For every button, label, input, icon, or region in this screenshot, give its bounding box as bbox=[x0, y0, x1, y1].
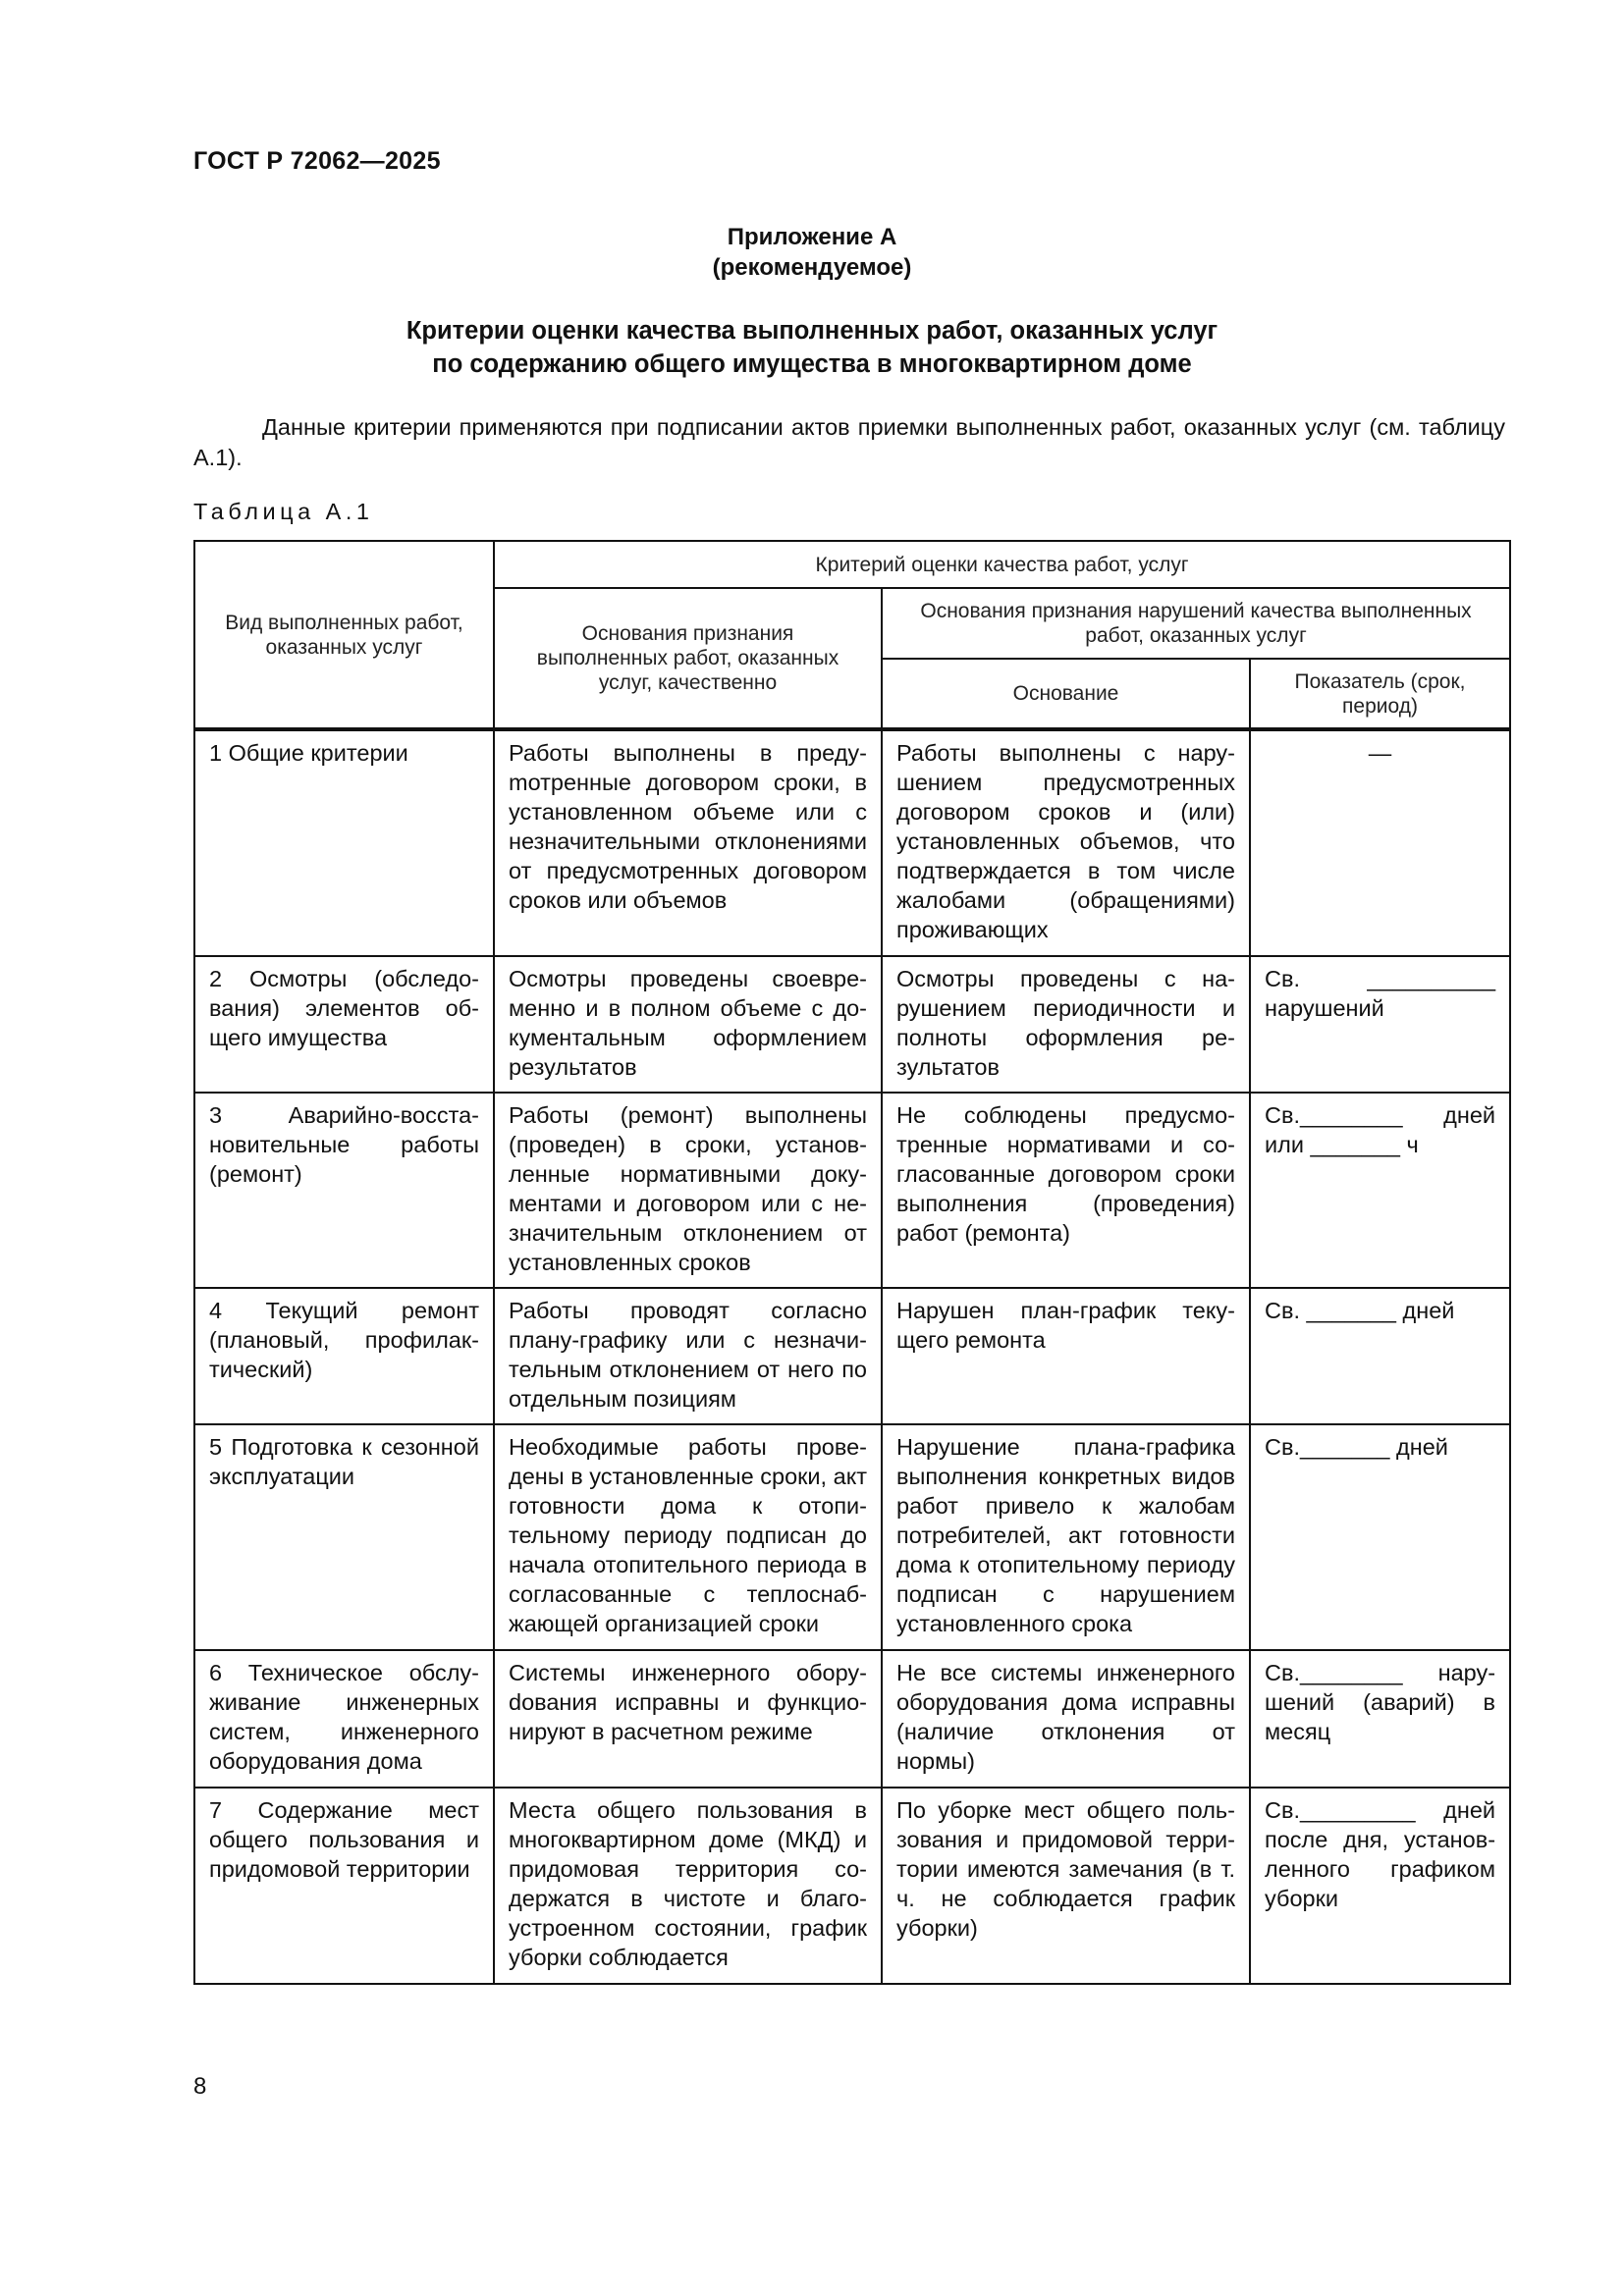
row-indicator-cell: Св._______ дней bbox=[1250, 1424, 1510, 1650]
row-violation-cell: По уборке мест общего пользования и придомовой территории имеются замечания (в т. ч. не соблюдается график уборки) bbox=[882, 1788, 1250, 1984]
row-indicator-cell: Св._________ дней после дня, установленного графиком уборки bbox=[1250, 1788, 1510, 1984]
table-row bbox=[194, 956, 1510, 1093]
table-row bbox=[194, 1788, 1510, 1984]
row-type-cell: 3 Аварийно-восстановительные работы (ремонт) bbox=[194, 1093, 494, 1288]
table-label: Таблица А.1 bbox=[193, 499, 374, 524]
header-quality-basis: Основания признания выполненных работ, оказанных услуг, качественно bbox=[494, 588, 882, 729]
row-indicator-cell: Св. __________ нарушений bbox=[1250, 956, 1510, 1093]
header-type-of-work: Вид выполненных работ, оказанных услуг bbox=[194, 541, 494, 729]
table-row bbox=[194, 1288, 1510, 1424]
standard-id: ГОСТ Р 72062—2025 bbox=[193, 147, 441, 175]
row-indicator-cell: Св.________ нарушений (аварий) в месяц bbox=[1250, 1650, 1510, 1788]
page-number: 8 bbox=[193, 2073, 207, 2100]
header-indicator: Показатель (срок, период) bbox=[1250, 659, 1510, 729]
row-quality-cell: Работы проводят согласно плану-графику или с незначительным отклонением от него по отдельным позициям bbox=[494, 1288, 882, 1424]
row-type-cell: 4 Текущий ремонт (плановый, профилактический) bbox=[194, 1288, 494, 1424]
row-type-cell: 7 Содержание мест общего пользования и придомовой территории bbox=[194, 1788, 494, 1984]
row-type-cell: 1 Общие критерии bbox=[194, 729, 494, 956]
row-quality-cell: Работы выполнены в предуmотренные договором сроки, в установленном объеме или с незначительными отклонениями от предусмотренных договором сроков или объемов bbox=[494, 729, 882, 956]
document-heading-line-2: по содержанию общего имущества в многоквартирном доме bbox=[432, 350, 1192, 378]
row-type-cell: 6 Техническое обслуживание инженерных систем, инженерного оборудования дома bbox=[194, 1650, 494, 1788]
intro-paragraph: Данные критерии применяются при подписании актов приемки выполненных работ, оказанных услуг (см. таблицу А.1). bbox=[193, 414, 1505, 470]
row-quality-cell: Места общего пользования в многоквартирном доме (МКД) и придомовая территория содержатся в чистоте и благоустроенном состоянии, график уборки соблюдается bbox=[494, 1788, 882, 1984]
row-type-cell: 5 Подготовка к сезонной эксплуатации bbox=[194, 1424, 494, 1650]
row-violation-cell: Не все системы инженерного оборудования дома исправны (наличие отклонения от нормы) bbox=[882, 1650, 1250, 1788]
table-row bbox=[194, 1424, 1510, 1650]
row-violation-cell: Нарушение плана-графика выполнения конкретных видов работ привело к жалобам потребителей, акт готовности дома к отопительному периоду подписан с нарушением установленного срока bbox=[882, 1424, 1250, 1650]
row-quality-cell: Системы инженерного оборуdования исправны и функционируют в расчетном режиме bbox=[494, 1650, 882, 1788]
header-criterion: Критерий оценки качества работ, услуг bbox=[494, 541, 1510, 588]
row-indicator-cell: Св.________ дней или _______ ч bbox=[1250, 1093, 1510, 1288]
table-row bbox=[194, 1650, 1510, 1788]
row-quality-cell: Осмотры проведены своевременно и в полном объеме с документальным оформлением результатов bbox=[494, 956, 882, 1093]
row-violation-cell: Работы выполнены с нарушением предусмотренных договором сроков и (или) установленных объемов, что подтверждается в том числе жалобами (обращениями) проживающих bbox=[882, 729, 1250, 956]
row-indicator-cell: — bbox=[1250, 729, 1510, 956]
row-type-cell: 2 Осмотры (обследования) элементов общего имущества bbox=[194, 956, 494, 1093]
row-violation-cell: Не соблюдены предусмотренные нормативами и согласованные договором сроки выполнения (проведения) работ (ремонта) bbox=[882, 1093, 1250, 1288]
row-quality-cell: Необходимые работы проведены в установленные сроки, акт готовности дома к отопительному периоду подписан до начала отопительного периода в согласованные с теплоснабжающей организацией сроки bbox=[494, 1424, 882, 1650]
row-indicator-cell: Св. _______ дней bbox=[1250, 1288, 1510, 1424]
header-violation-group: Основания признания нарушений качества выполненных работ, оказанных услуг bbox=[882, 588, 1510, 659]
appendix-title: Приложение А bbox=[727, 224, 897, 250]
appendix-status: (рекомендуемое) bbox=[712, 254, 912, 281]
document-heading-line-1: Критерии оценки качества выполненных работ, оказанных услуг bbox=[406, 317, 1218, 345]
table-row bbox=[194, 729, 1510, 956]
row-violation-cell: Осмотры проведены с нарушением периодичности и полноты оформления результатов bbox=[882, 956, 1250, 1093]
header-basis: Основание bbox=[882, 659, 1250, 729]
row-violation-cell: Нарушен план-график текущего ремонта bbox=[882, 1288, 1250, 1424]
row-quality-cell: Работы (ремонт) выполнены (проведен) в сроки, установленные нормативными документами и договором или с незначительным отклонением от установленных сроков bbox=[494, 1093, 882, 1288]
table-row bbox=[194, 1093, 1510, 1288]
criteria-table bbox=[193, 540, 1511, 1985]
